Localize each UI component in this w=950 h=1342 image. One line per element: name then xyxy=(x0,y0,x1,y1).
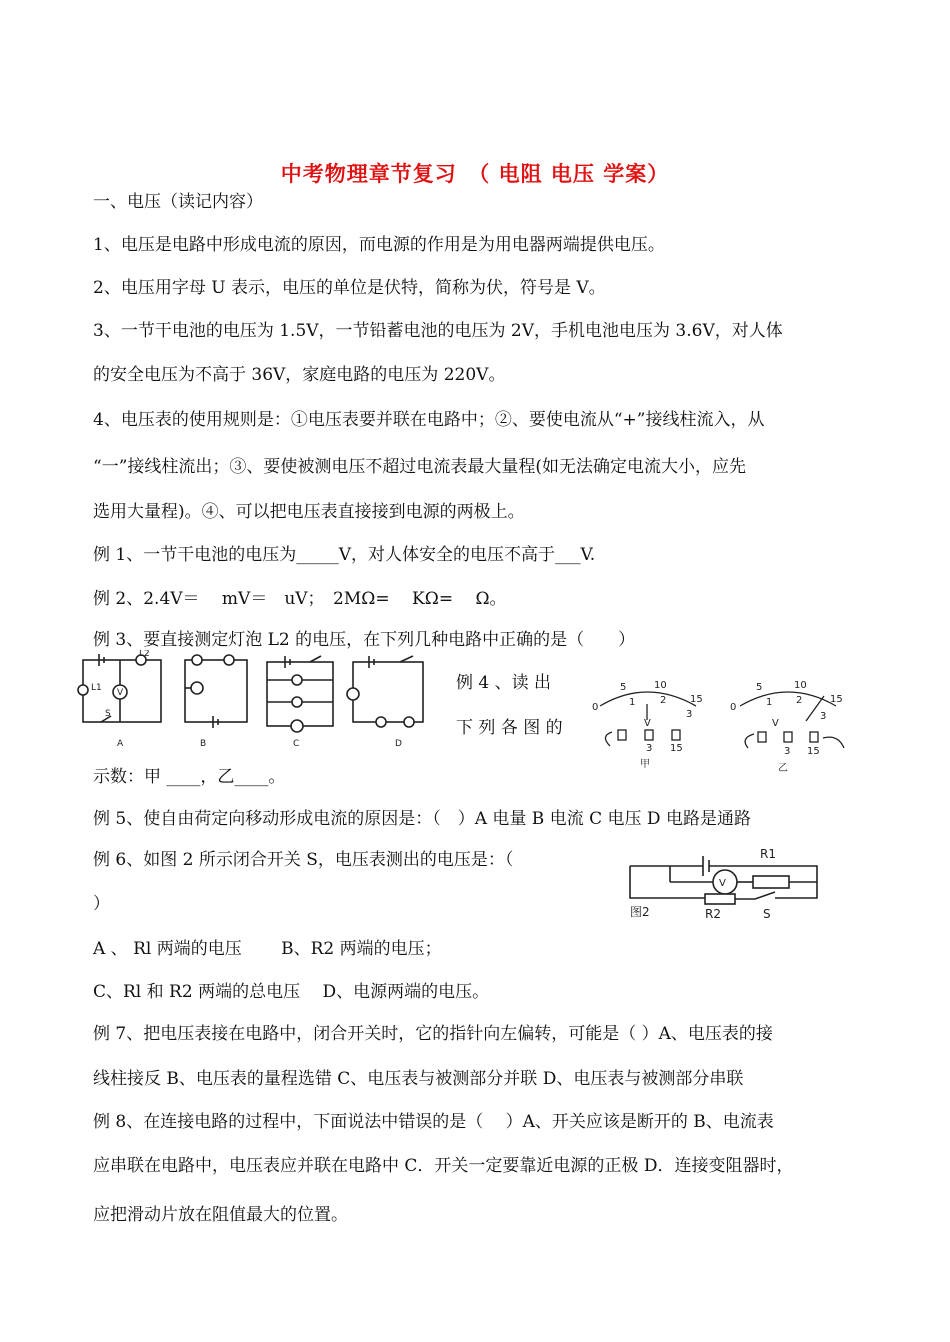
label-v: V xyxy=(117,688,124,698)
meter-jia xyxy=(590,676,705,771)
label-l1: L1 xyxy=(91,683,102,693)
text-line: 4、电压表的使用规则是：①电压表要并联在电路中；②、要使电流从“+”接线柱流入，从 xyxy=(93,410,765,430)
svg-text:10: 10 xyxy=(794,680,807,691)
fig2-r1: R1 xyxy=(760,847,776,861)
example-6: 例 6、如图 2 所示闭合开关 S，电压表测出的电压是：（ xyxy=(93,850,514,870)
svg-text:0: 0 xyxy=(592,702,599,713)
svg-text:15: 15 xyxy=(690,694,703,705)
option-line: C、Rl 和 R2 两端的总电压 D、电源两端的电压。 xyxy=(93,982,490,1002)
svg-text:1: 1 xyxy=(629,697,636,708)
example-4-c: 示数：甲 ____，乙____。 xyxy=(93,767,286,787)
svg-text:V: V xyxy=(644,718,651,729)
circuit-label-c: C xyxy=(293,739,300,749)
example-8: 例 8、在连接电路的过程中，下面说法中错误的是（ ）A、开关应该是断开的 B、电流表 xyxy=(93,1112,774,1132)
example-4-b: 下 列 各 图 的 xyxy=(456,718,563,738)
circuit-diagrams xyxy=(75,650,455,755)
example-7-cont: 线柱接反 B、电压表的量程选错 C、电压表与被测部分并联 D、电压表与被测部分串联 xyxy=(93,1069,744,1089)
svg-text:5: 5 xyxy=(756,682,763,693)
example-8-end: 应把滑动片放在阻值最大的位置。 xyxy=(93,1205,348,1225)
figure-2 xyxy=(625,842,825,922)
circuit-label-b: B xyxy=(200,739,207,749)
text-line: 2、电压用字母 U 表示，电压的单位是伏特，简称为伏，符号是 V。 xyxy=(93,278,606,298)
text-line: 选用大量程)。④、可以把电压表直接接到电源的两极上。 xyxy=(93,502,525,522)
example-2: 例 2、2.4V＝ mV＝ uV； 2MΩ= KΩ= Ω。 xyxy=(93,589,507,609)
svg-text:V: V xyxy=(772,718,779,729)
example-7: 例 7、把电压表接在电路中，闭合开关时，它的指针向左偏转，可能是（ ）A、电压表的接 xyxy=(93,1024,773,1044)
section-heading: 一、电压（读记内容） xyxy=(93,192,263,212)
fig2-s: S xyxy=(763,907,771,921)
svg-text:V: V xyxy=(719,878,726,889)
svg-text:2: 2 xyxy=(660,695,667,706)
meter-yi xyxy=(728,676,848,776)
example-8-cont: 应串联在电路中，电压表应并联在电路中 C．开关一定要靠近电源的正极 D．连接变阻器时， xyxy=(93,1156,794,1176)
text-line: 3、一节干电池的电压为 1.5V，一节铅蓄电池的电压为 2V，手机电池电压为 3.6V，对人体 xyxy=(93,321,783,341)
example-1: 例 1、一节干电池的电压为_____V，对人体安全的电压不高于___V. xyxy=(93,545,596,565)
example-5: 例 5、使自由荷定向移动形成电流的原因是：（ ）A 电量 B 电流 C 电压 D 电路是通路 xyxy=(93,809,751,829)
svg-text:3: 3 xyxy=(646,743,653,754)
svg-text:15: 15 xyxy=(807,746,820,757)
svg-text:3: 3 xyxy=(784,746,791,757)
example-3: 例 3、要直接测定灯泡 L2 的电压，在下列几种电路中正确的是（ ） xyxy=(93,630,636,650)
example-4-a: 例 4 、读 出 xyxy=(456,673,552,693)
svg-text:3: 3 xyxy=(686,709,693,720)
circuit-label-d: D xyxy=(395,739,402,749)
label-l2: L2 xyxy=(139,650,150,659)
meter-name-yi: 乙 xyxy=(778,763,788,774)
label-s: S xyxy=(105,709,111,719)
svg-text:10: 10 xyxy=(654,680,667,691)
svg-text:1: 1 xyxy=(766,697,773,708)
option-line: A 、 Rl 两端的电压 B、R2 两端的电压； xyxy=(93,939,442,959)
svg-text:15: 15 xyxy=(670,743,683,754)
text-line: 1、电压是电路中形成电流的原因，而电源的作用是为用电器两端提供电压。 xyxy=(93,235,665,255)
text-line: “一”接线柱流出；③、要使被测电压不超过电流表最大量程(如无法确定电流大小，应先 xyxy=(93,457,747,477)
meter-name-jia: 甲 xyxy=(640,759,650,770)
svg-text:2: 2 xyxy=(796,695,803,706)
text-line: 的安全电压为不高于 36V，家庭电路的电压为 220V。 xyxy=(93,365,506,385)
svg-text:0: 0 xyxy=(730,702,737,713)
fig2-caption: 图2 xyxy=(630,905,650,919)
svg-text:15: 15 xyxy=(830,694,843,705)
fig2-r2: R2 xyxy=(705,907,721,921)
page-title: 中考物理章节复习 （ 电阻 电压 学案） xyxy=(280,161,670,186)
svg-text:3: 3 xyxy=(820,711,827,722)
example-6-close: ） xyxy=(93,894,110,914)
svg-text:5: 5 xyxy=(620,682,627,693)
circuit-label-a: A xyxy=(117,739,124,749)
